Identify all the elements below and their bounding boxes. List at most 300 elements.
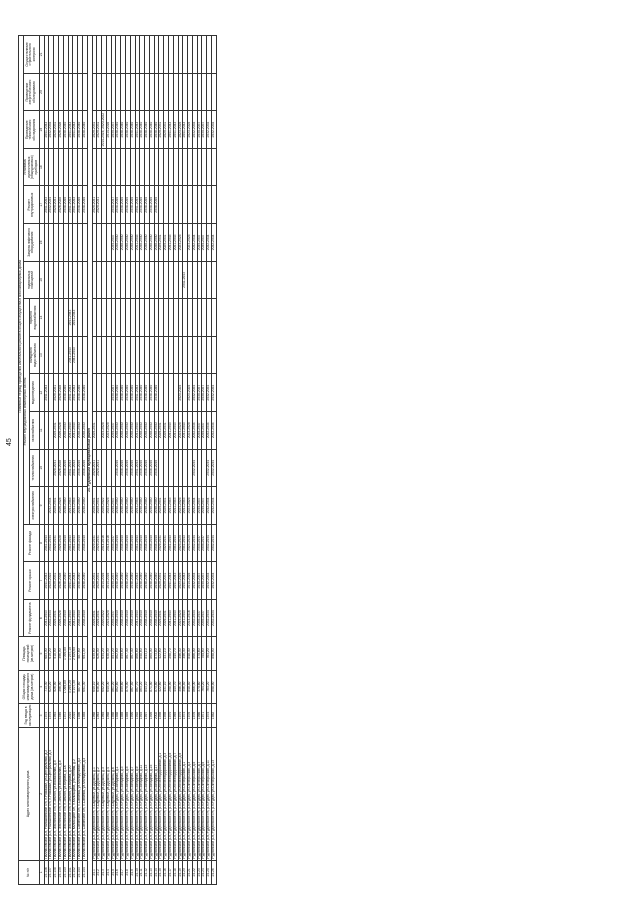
row-number: 24.12 — [145, 860, 150, 884]
row-number: 24.6 — [116, 860, 121, 884]
period-cell: 2023-2025 — [178, 487, 183, 525]
period-cell: 2041-2043 — [135, 449, 140, 487]
period-cell: 2029-2031 — [54, 111, 59, 149]
period-cell: 2029-2031 — [92, 524, 97, 562]
period-cell: 2029-2031 — [97, 111, 102, 149]
period-cell: 2032-2034 — [207, 449, 212, 487]
total-area-cell: 859,60 — [121, 670, 126, 703]
address-cell: Руднянский р-н, Руднянское г/п, р.п.Рудня, ул.Октябрьская, д.3 — [188, 728, 193, 861]
period-cell: 2041-2043 — [68, 524, 73, 562]
table-body — [44, 36, 216, 885]
column-number: 8 — [39, 524, 44, 562]
row-number: 23.142 — [73, 860, 78, 884]
period-cell: 2038-2040 — [149, 374, 154, 412]
period-cell: 2038-2040 — [140, 186, 145, 224]
period-cell: 2023-2025 — [178, 562, 183, 600]
col-header: Установка коллективных (общедомовых) приборов — [23, 148, 39, 186]
period-cell: 2032-2034 — [212, 449, 217, 487]
period-cell: 2038-2040 — [149, 599, 154, 637]
period-cell: 2041-2043 — [73, 411, 78, 449]
row-number: 24.17 — [169, 860, 174, 884]
year-cell: 2010 — [68, 703, 73, 727]
period-cell: 2038-2040 — [121, 374, 126, 412]
period-cell: 2038-2040 — [130, 224, 135, 262]
period-cell: 2035-2037 — [197, 224, 202, 262]
address-cell: Руднянский р-н, Руднянское г/п, р.п.Рудня, ул.Октябрьская, д.5 — [192, 728, 197, 861]
period-cell: 2035-2037 — [197, 411, 202, 449]
address-cell: Руднянский р-н, Руднянское г/п, р.п.Рудня, ул.Западная, д.5 — [125, 728, 130, 861]
column-number: 5 — [39, 637, 44, 670]
row-number: 24.9 — [130, 860, 135, 884]
period-cell: 2032-2034 — [212, 562, 217, 600]
period-cell: 2041-2043 — [135, 411, 140, 449]
period-cell: 2023-2025 — [106, 411, 111, 449]
period-cell: 2029-2031 — [97, 487, 102, 525]
period-cell: 2029-2031 — [92, 487, 97, 525]
period-cell: 2038-2040 — [125, 487, 130, 525]
period-cell: 2023-2025 — [188, 111, 193, 149]
period-cell: 2041-2043 — [68, 562, 73, 600]
period-cell: 2038-2040 — [145, 111, 150, 149]
period-cell: 2038-2040 — [140, 599, 145, 637]
capital-repair-table — [18, 35, 217, 885]
period-cell: 2038-2040 — [116, 111, 121, 149]
total-area-cell: 871,50 — [149, 670, 154, 703]
period-cell: 2038-2040 — [149, 111, 154, 149]
period-cell: 2038-2040 — [154, 411, 159, 449]
row-number: 24.25 — [207, 860, 212, 884]
period-cell: 2041-2043 — [73, 562, 78, 600]
total-area-cell: 601,30 — [82, 670, 87, 703]
address-cell: Руднянский р-н, Руднянское г/п, п.Садовый, ул.Дружбы, д.4 — [106, 728, 111, 861]
col-header: холодного водоснабжения — [29, 336, 39, 374]
total-area-cell: 898,90 — [212, 670, 217, 703]
period-cell: 2038-2040 — [121, 449, 126, 487]
period-cell: 2023-2025 — [178, 411, 183, 449]
year-cell: 1972 — [63, 703, 68, 727]
period-cell: 2041-2043 — [135, 186, 140, 224]
period-cell: 2032-2034 — [207, 599, 212, 637]
total-area-cell: 375,60 — [197, 670, 202, 703]
premises-area-cell: 2 629,60 — [73, 637, 78, 670]
period-cell: 2029-2031 — [54, 449, 59, 487]
row-number: 23.143 — [78, 860, 83, 884]
address-cell: Руднянский р-н, Руднянское г/п, п.Садовый, ул.Дружбы, д.1 — [92, 728, 97, 861]
premises-area-cell: 858,60 — [140, 637, 145, 670]
column-number: 9 — [39, 487, 44, 525]
period-cell: 2041-2043 — [169, 411, 174, 449]
period-cell: 2038-2040 — [121, 487, 126, 525]
row-number: 24.4 — [106, 860, 111, 884]
total-area-cell: 713,30 — [44, 670, 49, 703]
period-cell: 2038-2040 — [116, 562, 121, 600]
col-header: Замена лифтового оборудования — [23, 224, 39, 262]
year-cell: 1975 — [207, 703, 212, 727]
period-cell: 2038-2040 — [145, 224, 150, 262]
period-cell: 2029-2031 — [97, 449, 102, 487]
column-number: 2 — [39, 728, 44, 861]
period-cell: 2029-2031 — [164, 411, 169, 449]
period-cell: 2038-2040 — [154, 111, 159, 149]
period-cell: 2026-2028 — [59, 599, 64, 637]
period-cell: 2038-2040 — [130, 562, 135, 600]
col-header: теплоснабжения — [29, 449, 39, 487]
row-number: 24.14 — [154, 860, 159, 884]
period-cell: 2035-2037 — [197, 487, 202, 525]
col-header: Ремонт фасада — [23, 524, 39, 562]
period-cell: 2029-2031 — [92, 411, 97, 449]
row-number: 24.15 — [159, 860, 164, 884]
total-area-cell: 926,90 — [54, 670, 59, 703]
year-cell: 1970 — [178, 703, 183, 727]
period-cell: 2035-2037 — [197, 111, 202, 149]
period-cell: 2023-2025 — [188, 411, 193, 449]
row-number: 23.140 — [63, 860, 68, 884]
total-area-cell: 861,20 — [111, 670, 116, 703]
period-cell: 2038-2040 — [78, 374, 83, 412]
period-cell: 2038-2040 — [140, 524, 145, 562]
total-area-cell: 3 295,20 — [68, 670, 73, 703]
period-cell: 2032-2034 — [207, 374, 212, 412]
year-cell: 1970 — [169, 703, 174, 727]
period-cell — [212, 261, 217, 299]
period-cell: 2032-2034 — [207, 111, 212, 149]
period-cell: 2026-2028 — [59, 562, 64, 600]
period-cell: 2023-2025 — [106, 599, 111, 637]
address-cell: Палласовский р-н, Савинское с/п, с.Савинка, ул.Молодёжная, д.3 — [82, 728, 87, 861]
period-cell: 2041-2043 — [183, 111, 188, 149]
column-number: 4 — [39, 670, 44, 703]
total-area-cell: 863,20 — [140, 670, 145, 703]
period-cell: 2032-2034 — [192, 487, 197, 525]
year-cell: 1946 — [59, 703, 64, 727]
period-cell: 2041-2043 — [73, 186, 78, 224]
period-cell: 2032-2034 — [207, 524, 212, 562]
period-cell: 2038-2040 — [154, 186, 159, 224]
period-cell: 2035-2037 — [111, 599, 116, 637]
address-cell: Руднянский р-н, Руднянское г/п, р.п.Рудня, ул.Октябрьская, д.7 — [197, 728, 202, 861]
period-cell: 2029-2031 — [159, 562, 164, 600]
period-cell: 2038-2040 — [63, 524, 68, 562]
period-cell: 2038-2040 — [140, 562, 145, 600]
column-number: 15 — [39, 261, 44, 299]
premises-area-cell: 626,50 — [97, 637, 102, 670]
col-header: Ремонт фундамента — [23, 599, 39, 637]
period-cell: 2032-2034 — [49, 487, 54, 525]
period-cell: 2035-2037 — [202, 111, 207, 149]
year-cell: 1988 — [116, 703, 121, 727]
period-cell: 2038-2040 — [121, 411, 126, 449]
page-number: 45 — [6, 438, 13, 446]
column-number: 18 — [39, 148, 44, 186]
period-cell: 2041-2043 — [169, 487, 174, 525]
period-cell: 2032-2034 — [192, 562, 197, 600]
period-cell: 2023-2025 — [188, 524, 193, 562]
period-cell: 2038-2040 — [121, 599, 126, 637]
premises-area-cell: 1 237,10 — [68, 637, 73, 670]
period-cell: 2038-2040 — [63, 411, 68, 449]
period-cell: 2038-2040 — [145, 449, 150, 487]
total-area-cell: 431,10 — [164, 670, 169, 703]
total-area-cell: 587,60 — [78, 670, 83, 703]
period-cell: 2041-2043 — [135, 524, 140, 562]
period-cell: 2032-2034 — [49, 524, 54, 562]
period-cell — [212, 36, 217, 74]
period-cell: 2032-2034 — [212, 599, 217, 637]
col-header: Проведение энергетического обследования — [23, 73, 39, 111]
col-header: газоснабжения — [29, 411, 39, 449]
period-cell: 2032-2034 — [49, 111, 54, 149]
year-cell: 1985 — [82, 703, 87, 727]
period-cell: 2041-2043 — [173, 411, 178, 449]
total-area-cell: 356,40 — [183, 670, 188, 703]
period-cell: 2038-2040 — [145, 411, 150, 449]
period-cell: 2038-2040 — [63, 562, 68, 600]
year-cell: 1964 — [54, 703, 59, 727]
period-cell: 2038-2040 — [78, 524, 83, 562]
period-cell: 2035-2037 — [202, 224, 207, 262]
year-cell: 1976 — [188, 703, 193, 727]
address-cell: Палласовский р-н, Савинское с/п, с.Савинка, ул.Молодёжная, д.2 — [78, 728, 83, 861]
row-number: 24.1 — [92, 860, 97, 884]
year-cell: 2010 — [73, 703, 78, 727]
period-cell: 2032-2034 — [192, 449, 197, 487]
period-cell: 2041-2043 — [183, 261, 188, 299]
period-cell: 2026-2028 — [59, 449, 64, 487]
period-cell: 2041-2043 — [73, 487, 78, 525]
premises-area-cell: 298,70 — [169, 637, 174, 670]
period-cell: 2014-2016 — [106, 111, 111, 149]
premises-area-cell: 440,70 — [173, 637, 178, 670]
period-cell: 2041-2043 — [68, 336, 73, 374]
year-cell: 1971 — [202, 703, 207, 727]
total-area-cell: 867,40 — [130, 670, 135, 703]
period-cell: 2038-2040 — [121, 562, 126, 600]
row-number: 24.5 — [111, 860, 116, 884]
period-cell: 2038-2040 — [116, 374, 121, 412]
address-cell: Руднянский р-н, Руднянское г/п, р.п.Рудня, ул.Западная, д.17 — [154, 728, 159, 861]
period-cell: 2035-2037 — [202, 374, 207, 412]
period-cell: 2035-2037 — [111, 374, 116, 412]
period-cell: 2032-2034 — [212, 487, 217, 525]
premises-area-cell: 375,60 — [197, 637, 202, 670]
year-cell: 1963 — [97, 703, 102, 727]
period-cell: 2041-2043 — [183, 411, 188, 449]
period-cell: 2026-2028 — [59, 111, 64, 149]
period-cell: 2038-2040 — [130, 411, 135, 449]
period-cell: 2035-2037 — [202, 411, 207, 449]
total-area-cell: 3 107,30 — [73, 670, 78, 703]
period-cell: 2014-2016 — [106, 524, 111, 562]
period-cell: 2038-2040 — [82, 487, 87, 525]
period-cell: 2035-2037 — [111, 524, 116, 562]
year-cell: 1959 — [164, 703, 169, 727]
period-cell: 2038-2040 — [63, 186, 68, 224]
table-caption: Плановый период проведения капитального ремонта общего имущества в многоквартирных домах — [19, 36, 24, 637]
period-cell: 2041-2043 — [73, 336, 78, 374]
premises-area-cell: 587,60 — [78, 637, 83, 670]
period-cell: 2032-2034 — [192, 411, 197, 449]
period-cell: 2029-2031 — [97, 599, 102, 637]
period-cell: 2032-2034 — [212, 111, 217, 149]
year-cell: 1975 — [44, 703, 49, 727]
period-cell: 2029-2031 — [92, 599, 97, 637]
total-area-cell: 645,00 — [106, 670, 111, 703]
period-cell: 2038-2040 — [78, 562, 83, 600]
year-cell: 1966 — [197, 703, 202, 727]
period-cell: 2035-2037 — [111, 562, 116, 600]
period-cell: 2041-2043 — [73, 599, 78, 637]
period-cell: 2038-2040 — [116, 487, 121, 525]
period-cell: 2041-2043 — [44, 186, 49, 224]
year-cell: 1992 — [135, 703, 140, 727]
period-cell: 2038-2040 — [82, 111, 87, 149]
period-cell: 2032-2034 — [212, 411, 217, 449]
column-number: 3 — [39, 703, 44, 727]
period-cell: 2029-2031 — [54, 411, 59, 449]
premises-area-cell: 619,20 — [49, 637, 54, 670]
premises-area-cell: 431,10 — [164, 637, 169, 670]
period-cell: 2038-2040 — [116, 186, 121, 224]
col-header: водоотведения — [29, 374, 39, 412]
period-cell: 2038-2040 — [121, 186, 126, 224]
period-cell: 2038-2040 — [145, 487, 150, 525]
row-number: 24.23 — [197, 860, 202, 884]
period-cell — [212, 73, 217, 111]
period-cell — [212, 148, 217, 186]
premises-area-cell: 601,30 — [82, 637, 87, 670]
premises-area-cell: 843,10 — [145, 637, 150, 670]
period-cell: 2032-2034 — [212, 374, 217, 412]
column-number: 10 — [39, 449, 44, 487]
period-cell: 2038-2040 — [78, 599, 83, 637]
col-header: Осуществление строительного контроля — [23, 36, 39, 74]
col-header: Ремонт внутридомовых — [23, 186, 39, 224]
period-cell: 2038-2040 — [63, 487, 68, 525]
period-cell: 2041-2043 — [183, 487, 188, 525]
period-cell: 2038-2040 — [149, 449, 154, 487]
period-cell: 2038-2040 — [121, 524, 126, 562]
period-cell: 2038-2040 — [82, 374, 87, 412]
period-cell: 2041-2043 — [68, 487, 73, 525]
period-cell: 2041-2043 — [173, 111, 178, 149]
total-area-cell: 866,00 — [192, 670, 197, 703]
period-cell: 2038-2040 — [121, 111, 126, 149]
period-cell: 2038-2040 — [125, 562, 130, 600]
period-cell: 2026-2028 — [59, 186, 64, 224]
section-title: 24. Руднянский муниципальный район — [87, 36, 92, 885]
period-cell: 2041-2043 — [169, 111, 174, 149]
period-cell: 2020-2022 — [102, 487, 107, 525]
period-cell: 2029-2031 — [159, 111, 164, 149]
period-cell: 2014-2016 — [102, 524, 107, 562]
address-cell: Руднянский р-н, Руднянское г/п, р.п.Рудня, ул.Железнодорожная, д.3 — [164, 728, 169, 861]
period-cell: 2038-2040 — [82, 599, 87, 637]
column-number: 6 — [39, 599, 44, 637]
period-cell: 2029-2031 — [92, 449, 97, 487]
address-cell: Руднянский р-н, Руднянское г/п, р.п.Рудня, ул.Западная, д.1 — [116, 728, 121, 861]
period-cell: 2026-2028 — [59, 487, 64, 525]
total-area-cell: 356,30 — [178, 670, 183, 703]
row-number: 24.19 — [178, 860, 183, 884]
table-row — [212, 36, 217, 885]
period-cell: 2029-2031 — [54, 374, 59, 412]
period-cell: 2038-2040 — [125, 374, 130, 412]
period-cell: 2023-2025 — [188, 487, 193, 525]
period-cell: 2032-2034 — [212, 524, 217, 562]
period-cell: 2035-2037 — [111, 186, 116, 224]
premises-area-cell: 705,60 — [202, 637, 207, 670]
address-cell: Палласовский р-н, Ромашкинское с/п, п.Ромашки, ул.Центральная, д.4 — [49, 728, 54, 861]
period-cell: 2038-2040 — [140, 487, 145, 525]
period-cell: 2038-2040 — [125, 186, 130, 224]
period-cell: 2035-2037 — [202, 599, 207, 637]
period-cell: 2032-2034 — [192, 599, 197, 637]
year-cell: 1986 — [78, 703, 83, 727]
total-area-cell: 298,90 — [169, 670, 174, 703]
period-cell: 2035-2037 — [111, 487, 116, 525]
period-cell: 2032-2034 — [192, 374, 197, 412]
period-cell: 2038-2040 — [82, 524, 87, 562]
period-cell: 2041-2043 — [73, 524, 78, 562]
year-cell: 1997 — [145, 703, 150, 727]
period-cell — [212, 299, 217, 337]
address-cell: Руднянский р-н, Руднянское г/п, р.п.Рудня, ул.Октябрьская, д.9 — [202, 728, 207, 861]
row-number: 24.21 — [188, 860, 193, 884]
period-cell: 2032-2034 — [192, 111, 197, 149]
period-cell: 2041-2043 — [169, 524, 174, 562]
address-cell: Руднянский р-н, Руднянское г/п, р.п.Рудня, ул.Западная, д.11 — [140, 728, 145, 861]
period-cell: 2041-2043 — [183, 599, 188, 637]
address-cell: Руднянский р-н, Руднянское г/п, п.Садовый, ул.Дружбы, д.2 — [97, 728, 102, 861]
total-area-cell: 848,40 — [188, 670, 193, 703]
year-cell: 1965 — [102, 703, 107, 727]
period-cell: 2038-2040 — [82, 411, 87, 449]
address-cell: Палласовский р-н, Эльтонское с/п, п.Эльтон, ул.Вокзальная, д.5 — [54, 728, 59, 861]
period-cell: 2029-2031 — [54, 487, 59, 525]
period-cell: 2038-2040 — [154, 599, 159, 637]
period-cell: 2038-2040 — [125, 524, 130, 562]
year-cell: 2002 — [154, 703, 159, 727]
period-cell: 2029-2031 — [54, 599, 59, 637]
period-cell: 2029-2031 — [164, 487, 169, 525]
period-cell: 2029-2031 — [164, 224, 169, 262]
address-cell: Руднянский р-н, Руднянское г/п, р.п.Рудня, ул.Железнодорожная, д.9 — [178, 728, 183, 861]
period-cell: 2041-2043 — [135, 487, 140, 525]
period-cell: 2032-2034 — [49, 599, 54, 637]
period-cell: 2038-2040 — [116, 524, 121, 562]
period-cell: 2041-2043 — [135, 599, 140, 637]
period-cell: 2041-2043 — [44, 111, 49, 149]
column-number: 12 — [39, 374, 44, 412]
period-cell: 2014-2016 — [188, 562, 193, 600]
premises-area-cell: 867,40 — [130, 637, 135, 670]
period-cell: 2029-2031 — [164, 111, 169, 149]
period-cell: 2041-2043 — [169, 599, 174, 637]
column-number: 1 — [39, 860, 44, 884]
period-cell: 2038-2040 — [78, 111, 83, 149]
column-number: 21 — [39, 36, 44, 74]
period-cell: 2029-2031 — [159, 524, 164, 562]
row-number: 23.139 — [59, 860, 64, 884]
row-number: 24.11 — [140, 860, 145, 884]
premises-area-cell: 918,90 — [54, 637, 59, 670]
period-cell: 2038-2040 — [130, 186, 135, 224]
period-cell: 2038-2040 — [149, 562, 154, 600]
period-cell: 2041-2043 — [135, 111, 140, 149]
period-cell — [212, 336, 217, 374]
address-cell: Руднянский р-н, Руднянское г/п, р.п.Рудня, ул.Западная, д.9 — [135, 728, 140, 861]
